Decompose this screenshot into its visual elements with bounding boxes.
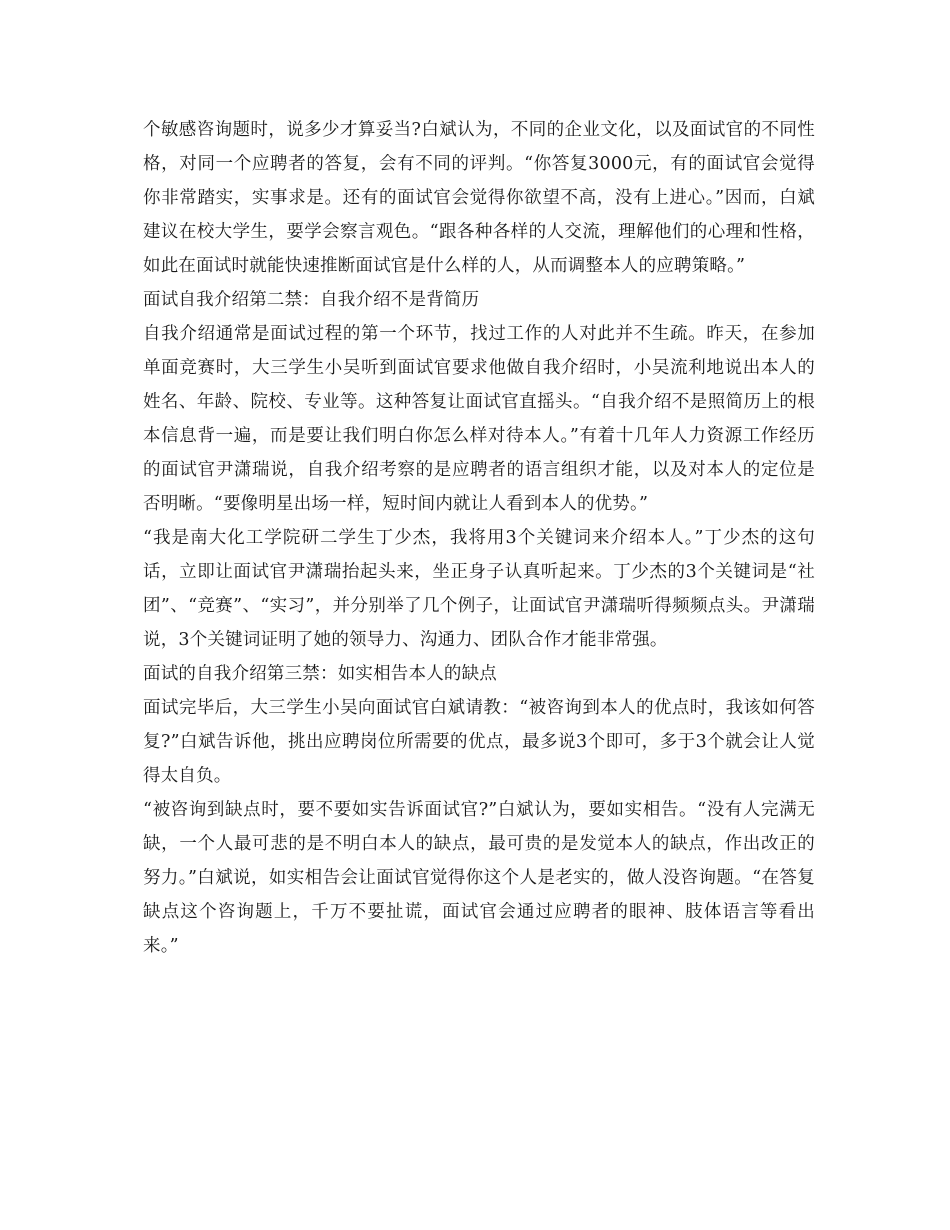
- body-paragraph: “我是南大化工学院研二学生丁少杰，我将用3个关键词来介绍本人。”丁少杰的这句话，立即让面试官尹潇瑞抬起头来，坐正身子认真听起来。丁少杰的3个关键词是“社团”、“竞赛”、“实习”，并分别举了几个例子，让面试官尹潇瑞听得频频点头。尹潇瑞说，3个关键词证明了她的领导力、沟通力、团队合作才能非常强。: [143, 528, 815, 650]
- body-paragraph: “被咨询到缺点时，要不要如实告诉面试官?”白斌认为，要如实相告。“没有人完满无缺，一个人最可悲的是不明白本人的缺点，最可贵的是发觉本人的缺点，作出改正的努力。”白斌说，如实相告会让面试官觉得你这个人是老实的，做人没咨询题。“在答复缺点这个咨询题上，千万不要扯谎，面试官会通过应聘者的眼神、肢体语言等看出来。”: [143, 800, 815, 956]
- body-paragraph: 面试完毕后，大三学生小吴向面试官白斌请教：“被咨询到本人的优点时，我该如何答复?”白斌告诉他，挑出应聘岗位所需要的优点，最多说3个即可，多于3个就会让人觉得太自负。: [143, 698, 815, 786]
- section-heading-second: 面试自我介绍第二禁：自我介绍不是背简历: [143, 290, 480, 310]
- section-heading-third: 面试的自我介绍第三禁：如实相告本人的缺点: [143, 664, 497, 684]
- document-page: [143, 113, 815, 963]
- body-paragraph: 自我介绍通常是面试过程的第一个环节，找过工作的人对此并不生疏。昨天，在参加单面竞赛时，大三学生小吴听到面试官要求他做自我介绍时，小吴流利地说出本人的姓名、年龄、院校、专业等。这种答复让面试官直摇头。“自我介绍不是照简历上的根本信息背一遍，而是要让我们明白你怎么样对待本人。”有着十几年人力资源工作经历的面试官尹潇瑞说，自我介绍考察的是应聘者的语言组织才能，以及对本人的定位是否明晰。“要像明星出场一样，短时间内就让人看到本人的优势。”: [143, 324, 815, 514]
- body-paragraph: 个敏感咨询题时，说多少才算妥当?白斌认为，不同的企业文化，以及面试官的不同性格，对同一个应聘者的答复，会有不同的评判。“你答复3000元，有的面试官会觉得你非常踏实，实事求是。还有的面试官会觉得你欲望不高，没有上进心。”因而，白斌建议在校大学生，要学会察言观色。“跟各种各样的人交流，理解他们的心理和性格，如此在面试时就能快速推断面试官是什么样的人，从而调整本人的应聘策略。”: [143, 120, 815, 276]
